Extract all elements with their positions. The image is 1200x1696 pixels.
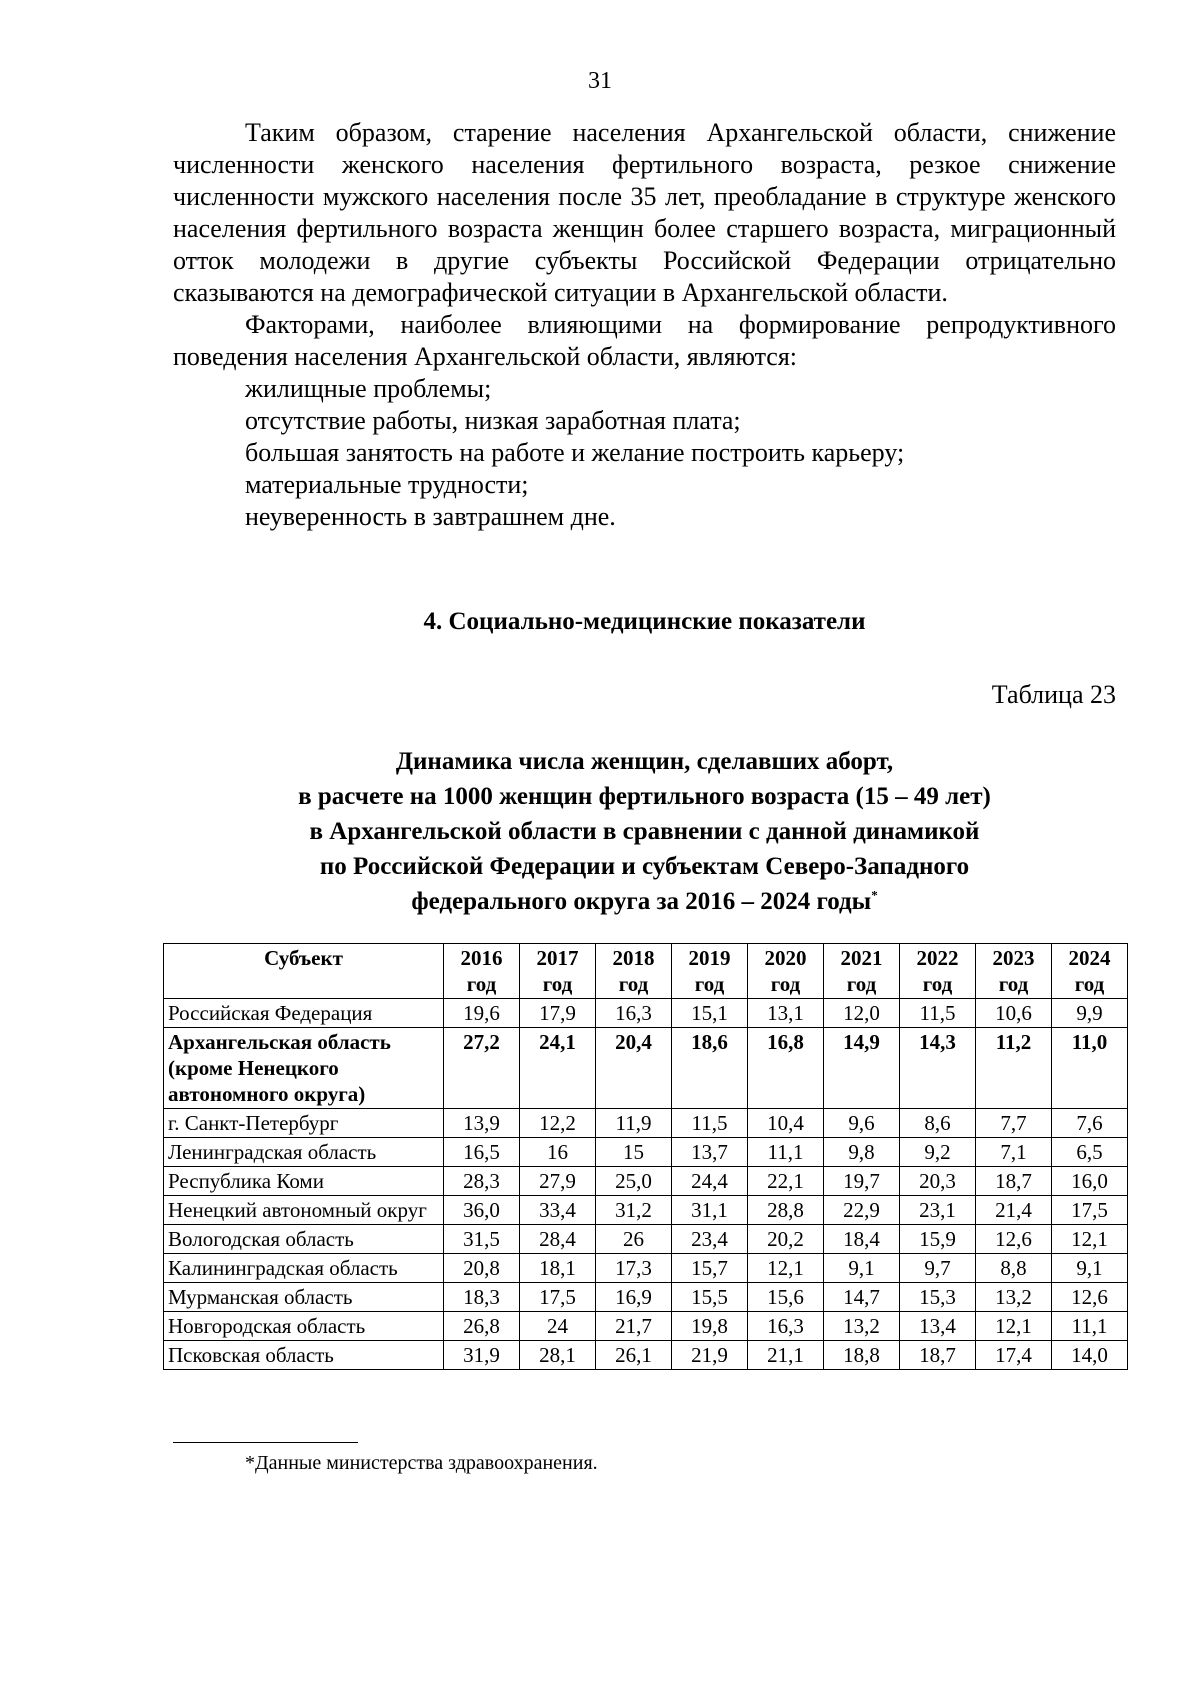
header-year: 2017 год	[520, 944, 596, 999]
subject-cell: Псковская область	[164, 1341, 444, 1370]
table-row	[164, 1254, 1128, 1283]
value-cell: 20,3	[900, 1167, 976, 1196]
value-cell: 18,7	[976, 1167, 1052, 1196]
table-title-line	[173, 884, 1116, 919]
value-cell: 16,8	[748, 1028, 824, 1109]
table-label: Таблица 23	[991, 680, 1116, 709]
value-cell: 8,8	[976, 1254, 1052, 1283]
value-cell: 9,8	[824, 1138, 900, 1167]
subject-cell: г. Санкт-Петербург	[164, 1109, 444, 1138]
value-cell: 16,3	[596, 999, 672, 1028]
value-cell: 17,4	[976, 1341, 1052, 1370]
value-cell: 13,2	[976, 1283, 1052, 1312]
table-body	[164, 999, 1128, 1370]
value-cell: 7,1	[976, 1138, 1052, 1167]
subject-cell: Российская Федерация	[164, 999, 444, 1028]
value-cell: 24,4	[672, 1167, 748, 1196]
section-heading: 4. Социально-медицинские показатели	[423, 608, 866, 635]
value-cell: 12,1	[1052, 1225, 1128, 1254]
value-cell: 27,9	[520, 1167, 596, 1196]
value-cell: 15,5	[672, 1283, 748, 1312]
footnote-divider	[173, 1442, 358, 1443]
value-cell: 18,8	[824, 1341, 900, 1370]
table-title-line: в Архангельской области в сравнении с данной динамикой	[309, 818, 980, 845]
table-header	[164, 944, 1128, 999]
value-cell: 21,7	[596, 1312, 672, 1341]
value-cell: 12,6	[976, 1225, 1052, 1254]
header-year: 2018 год	[596, 944, 672, 999]
value-cell: 9,1	[824, 1254, 900, 1283]
value-cell: 9,9	[1052, 999, 1128, 1028]
value-cell: 20,8	[444, 1254, 520, 1283]
value-cell: 26,8	[444, 1312, 520, 1341]
header-year: 2024 год	[1052, 944, 1128, 999]
value-cell: 9,7	[900, 1254, 976, 1283]
value-cell: 15,6	[748, 1283, 824, 1312]
value-cell: 26	[596, 1225, 672, 1254]
factor-item: неуверенность в завтрашнем дне.	[245, 502, 616, 531]
value-cell: 23,1	[900, 1196, 976, 1225]
header-year: 2016 год	[444, 944, 520, 999]
value-cell: 17,5	[520, 1283, 596, 1312]
header-year: 2023 год	[976, 944, 1052, 999]
value-cell: 19,6	[444, 999, 520, 1028]
subject-cell: Мурманская область	[164, 1283, 444, 1312]
factor-item: большая занятость на работе и желание построить карьеру;	[245, 438, 905, 467]
value-cell: 12,1	[976, 1312, 1052, 1341]
footnote-marker: *	[871, 887, 878, 903]
value-cell: 27,2	[444, 1028, 520, 1109]
value-cell: 13,1	[748, 999, 824, 1028]
value-cell: 36,0	[444, 1196, 520, 1225]
paragraph-factors-intro: Факторами, наиболее влияющими на формирование репродуктивного поведения населения Архангельской области, являются:	[173, 310, 1116, 371]
subject-cell: Новгородская область	[164, 1312, 444, 1341]
value-cell: 13,4	[900, 1312, 976, 1341]
value-cell: 19,8	[672, 1312, 748, 1341]
table-title	[173, 744, 1116, 919]
value-cell: 11,1	[748, 1138, 824, 1167]
table-row	[164, 999, 1128, 1028]
body-text	[173, 117, 1116, 533]
value-cell: 25,0	[596, 1167, 672, 1196]
value-cell: 10,4	[748, 1109, 824, 1138]
value-cell: 13,2	[824, 1312, 900, 1341]
table-row	[164, 1312, 1128, 1341]
header-year: 2022 год	[900, 944, 976, 999]
value-cell: 12,0	[824, 999, 900, 1028]
table-row	[164, 1196, 1128, 1225]
factor-item: отсутствие работы, низкая заработная плата;	[245, 406, 741, 435]
value-cell: 8,6	[900, 1109, 976, 1138]
value-cell: 22,9	[824, 1196, 900, 1225]
value-cell: 21,4	[976, 1196, 1052, 1225]
value-cell: 12,6	[1052, 1283, 1128, 1312]
value-cell: 9,1	[1052, 1254, 1128, 1283]
value-cell: 28,8	[748, 1196, 824, 1225]
value-cell: 19,7	[824, 1167, 900, 1196]
value-cell: 13,9	[444, 1109, 520, 1138]
value-cell: 21,1	[748, 1341, 824, 1370]
header-subject: Субъект	[164, 944, 444, 999]
value-cell: 11,5	[672, 1109, 748, 1138]
value-cell: 18,4	[824, 1225, 900, 1254]
page-number: 31	[588, 68, 612, 94]
subject-cell: Ненецкий автономный округ	[164, 1196, 444, 1225]
table-row	[164, 1341, 1128, 1370]
value-cell: 11,1	[1052, 1312, 1128, 1341]
value-cell: 26,1	[596, 1341, 672, 1370]
footnote: *Данные министерства здравоохранения.	[245, 1452, 598, 1474]
table-row	[164, 1109, 1128, 1138]
subject-cell: Архангельская область (кроме Ненецкого автономного округа)	[164, 1028, 444, 1109]
value-cell: 16,9	[596, 1283, 672, 1312]
value-cell: 11,5	[900, 999, 976, 1028]
value-cell: 24	[520, 1312, 596, 1341]
value-cell: 31,2	[596, 1196, 672, 1225]
factor-item: жилищные проблемы;	[245, 374, 492, 403]
value-cell: 31,1	[672, 1196, 748, 1225]
factor-item: материальные трудности;	[245, 470, 529, 499]
value-cell: 9,2	[900, 1138, 976, 1167]
subject-cell: Республика Коми	[164, 1167, 444, 1196]
value-cell: 18,1	[520, 1254, 596, 1283]
value-cell: 16	[520, 1138, 596, 1167]
paragraph-conclusion: Таким образом, старение населения Архангельской области, снижение численности женского населения фертильного возраста, резкое снижение численности мужского населения после 35 лет, преобладание в структуре женского населения фертильного возраста женщин более старшего возраста, миграционный отток молодежи в другие субъекты Российской Федерации отрицательно сказываются на демографической ситуации в Архангельской области.	[173, 118, 1116, 307]
value-cell: 16,5	[444, 1138, 520, 1167]
header-year: 2021 год	[824, 944, 900, 999]
value-cell: 13,7	[672, 1138, 748, 1167]
value-cell: 6,5	[1052, 1138, 1128, 1167]
value-cell: 31,9	[444, 1341, 520, 1370]
value-cell: 15,9	[900, 1225, 976, 1254]
table-title-line: в расчете на 1000 женщин фертильного возраста (15 – 49 лет)	[298, 783, 991, 810]
value-cell: 7,7	[976, 1109, 1052, 1138]
value-cell: 28,1	[520, 1341, 596, 1370]
value-cell: 11,9	[596, 1109, 672, 1138]
value-cell: 14,3	[900, 1028, 976, 1109]
value-cell: 31,5	[444, 1225, 520, 1254]
value-cell: 23,4	[672, 1225, 748, 1254]
value-cell: 16,3	[748, 1312, 824, 1341]
abortion-rate-table	[163, 943, 1128, 1370]
value-cell: 10,6	[976, 999, 1052, 1028]
value-cell: 7,6	[1052, 1109, 1128, 1138]
header-year: 2019 год	[672, 944, 748, 999]
value-cell: 15	[596, 1138, 672, 1167]
value-cell: 20,4	[596, 1028, 672, 1109]
value-cell: 22,1	[748, 1167, 824, 1196]
subject-cell: Ленинградская область	[164, 1138, 444, 1167]
table-header-row	[164, 944, 1128, 999]
value-cell: 12,1	[748, 1254, 824, 1283]
value-cell: 11,2	[976, 1028, 1052, 1109]
value-cell: 17,3	[596, 1254, 672, 1283]
subject-cell: Вологодская область	[164, 1225, 444, 1254]
value-cell: 12,2	[520, 1109, 596, 1138]
table-row	[164, 1138, 1128, 1167]
header-year: 2020 год	[748, 944, 824, 999]
table-row	[164, 1028, 1128, 1109]
table-row	[164, 1283, 1128, 1312]
subject-cell: Калининградская область	[164, 1254, 444, 1283]
value-cell: 14,9	[824, 1028, 900, 1109]
value-cell: 21,9	[672, 1341, 748, 1370]
table-row	[164, 1225, 1128, 1254]
value-cell: 15,1	[672, 999, 748, 1028]
value-cell: 18,3	[444, 1283, 520, 1312]
value-cell: 33,4	[520, 1196, 596, 1225]
value-cell: 16,0	[1052, 1167, 1128, 1196]
value-cell: 18,7	[900, 1341, 976, 1370]
value-cell: 15,3	[900, 1283, 976, 1312]
table-title-line: Динамика числа женщин, сделавших аборт,	[395, 748, 894, 775]
table-title-line-text: федерального округа за 2016 – 2024 годы	[411, 888, 872, 915]
value-cell: 11,0	[1052, 1028, 1128, 1109]
value-cell: 20,2	[748, 1225, 824, 1254]
table-title-line: по Российской Федерации и субъектам Северо-Западного	[319, 853, 970, 880]
value-cell: 17,5	[1052, 1196, 1128, 1225]
value-cell: 28,4	[520, 1225, 596, 1254]
value-cell: 14,0	[1052, 1341, 1128, 1370]
value-cell: 17,9	[520, 999, 596, 1028]
value-cell: 24,1	[520, 1028, 596, 1109]
table-row	[164, 1167, 1128, 1196]
value-cell: 18,6	[672, 1028, 748, 1109]
value-cell: 15,7	[672, 1254, 748, 1283]
value-cell: 9,6	[824, 1109, 900, 1138]
value-cell: 28,3	[444, 1167, 520, 1196]
value-cell: 14,7	[824, 1283, 900, 1312]
